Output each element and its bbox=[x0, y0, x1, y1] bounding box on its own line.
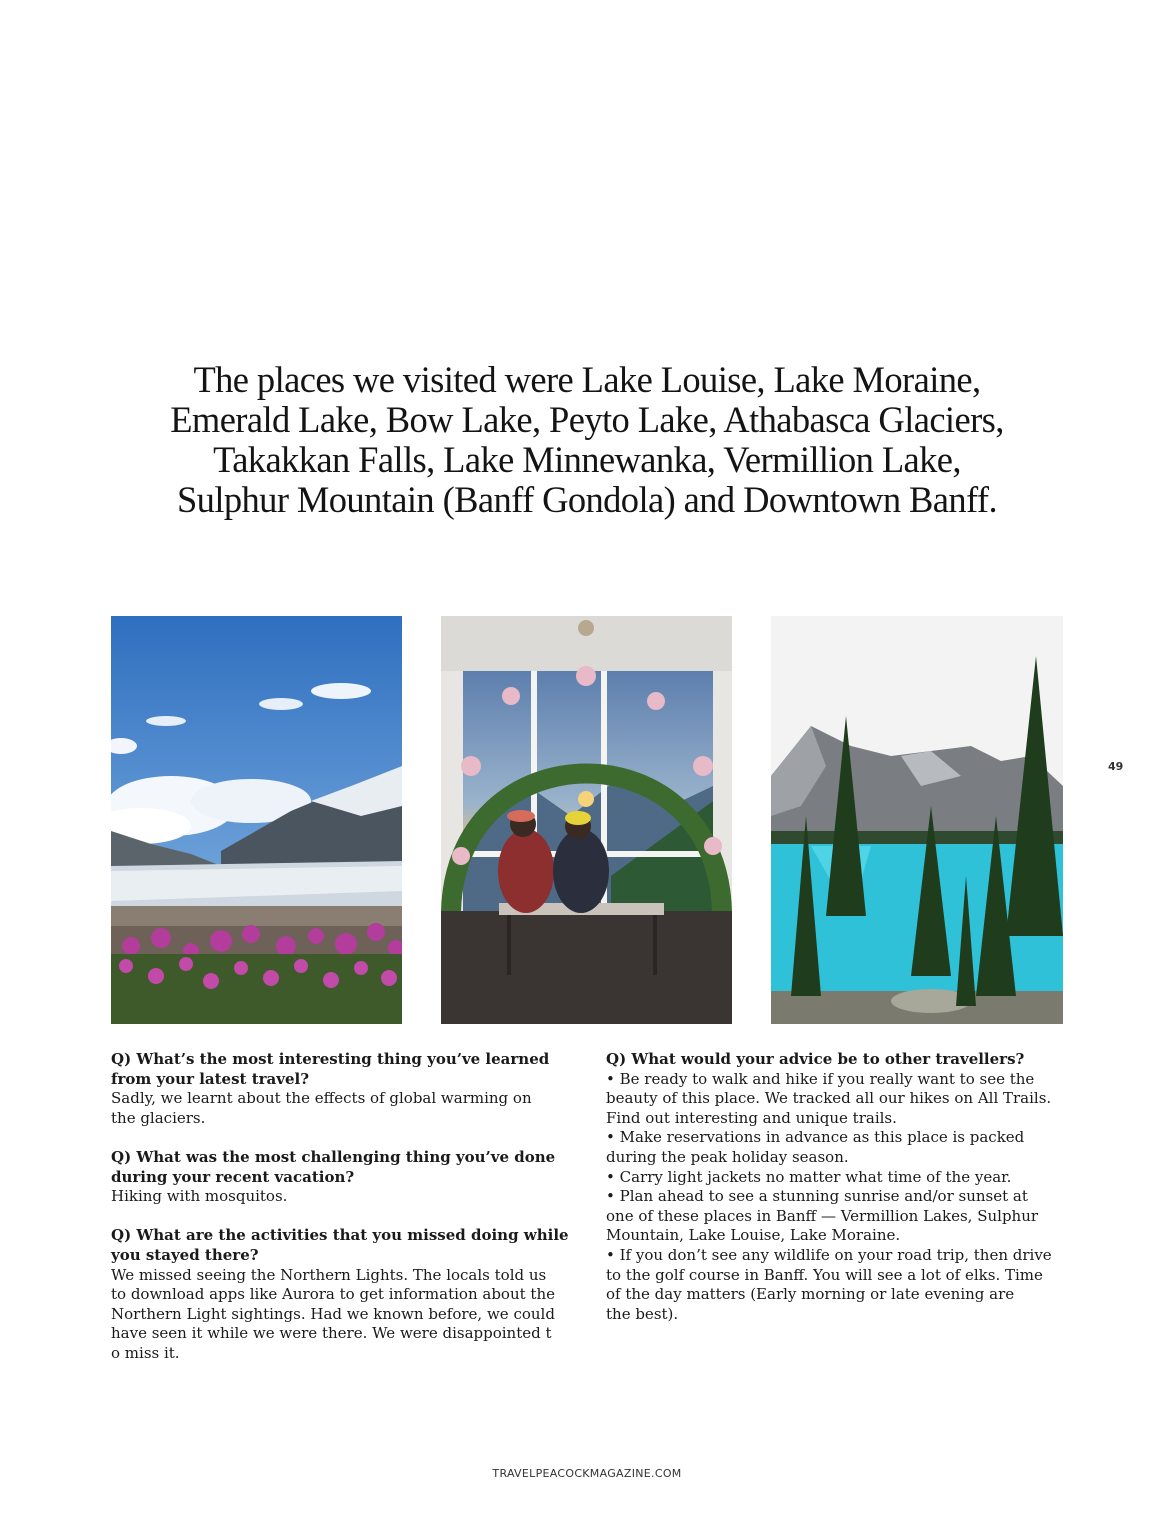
advice-line: of the day matters (Early morning or late evening are bbox=[606, 1285, 1015, 1304]
advice-item bbox=[606, 1187, 1076, 1246]
pull-quote-line: Takakkan Falls, Lake Minnewanka, Vermillion Lake, bbox=[213, 439, 961, 480]
pull-quote-line: The places we visited were Lake Louise, Lake Moraine, bbox=[193, 359, 981, 400]
answer-line: have seen it while we were there. We were disappointed t bbox=[111, 1324, 552, 1343]
advice-line: • Make reservations in advance as this place is packed bbox=[606, 1128, 1025, 1147]
qa-block bbox=[111, 1226, 581, 1363]
question: Q) What would your advice be to other travellers? bbox=[606, 1050, 1025, 1068]
advice-list bbox=[606, 1070, 1076, 1325]
answer-line: We missed seeing the Northern Lights. The locals told us bbox=[111, 1265, 547, 1284]
pull-quote-line: Sulphur Mountain (Banff Gondola) and Downtown Banff. bbox=[176, 479, 998, 520]
answer bbox=[111, 1089, 581, 1128]
answer-line: Northern Light sightings. Had we known before, we could bbox=[111, 1304, 555, 1323]
advice-item bbox=[606, 1168, 1076, 1188]
pull-quote bbox=[100, 360, 1074, 520]
advice-line: • Be ready to walk and hike if you really want to see the bbox=[606, 1069, 1035, 1088]
floral-arch-photo bbox=[441, 616, 732, 1024]
magazine-url: TRAVELPEACOCKMAGAZINE.COM bbox=[492, 1467, 682, 1480]
question: Q) What was the most challenging thing you’ve done during your recent vacation? bbox=[111, 1147, 556, 1186]
answer bbox=[111, 1266, 581, 1364]
advice-line: to the golf course in Banff. You will see a lot of elks. Time bbox=[606, 1265, 1043, 1284]
advice-line: one of these places in Banff — Vermillion Lakes, Sulphur bbox=[606, 1206, 1039, 1225]
advice-line: • If you don’t see any wildlife on your road trip, then drive bbox=[606, 1245, 1052, 1264]
advice-line: the best). bbox=[606, 1304, 679, 1323]
advice-item bbox=[606, 1246, 1076, 1324]
qa-block bbox=[111, 1148, 581, 1207]
left-column bbox=[111, 1050, 581, 1383]
qa-block bbox=[111, 1050, 581, 1128]
advice-item bbox=[606, 1070, 1076, 1129]
advice-line: • Plan ahead to see a stunning sunrise and/or sunset at bbox=[606, 1187, 1028, 1206]
answer bbox=[111, 1187, 581, 1207]
page-number: 49 bbox=[1108, 760, 1124, 773]
right-column bbox=[606, 1050, 1076, 1324]
advice-line: beauty of this place. We tracked all our hikes on All Trails. bbox=[606, 1089, 1052, 1108]
answer-line: the glaciers. bbox=[111, 1108, 206, 1127]
answer-line: o miss it. bbox=[111, 1343, 180, 1362]
glacier-photo bbox=[111, 616, 402, 1024]
answer-line: Hiking with mosquitos. bbox=[111, 1187, 288, 1206]
pull-quote-line: Emerald Lake, Bow Lake, Peyto Lake, Athabasca Glaciers, bbox=[170, 399, 1004, 440]
advice-line: Find out interesting and unique trails. bbox=[606, 1108, 897, 1127]
answer-line: to download apps like Aurora to get information about the bbox=[111, 1285, 555, 1304]
answer-line: Sadly, we learnt about the effects of global warming on bbox=[111, 1089, 532, 1108]
question: Q) What’s the most interesting thing you’ve learned from your latest travel? bbox=[111, 1050, 550, 1088]
advice-line: during the peak holiday season. bbox=[606, 1147, 849, 1166]
question: Q) What are the activities that you missed doing while you stayed there? bbox=[111, 1226, 569, 1264]
advice-line: Mountain, Lake Louise, Lake Moraine. bbox=[606, 1226, 901, 1245]
moraine-lake-photo bbox=[771, 616, 1063, 1024]
advice-item bbox=[606, 1128, 1076, 1167]
advice-line: • Carry light jackets no matter what time of the year. bbox=[606, 1167, 1012, 1186]
